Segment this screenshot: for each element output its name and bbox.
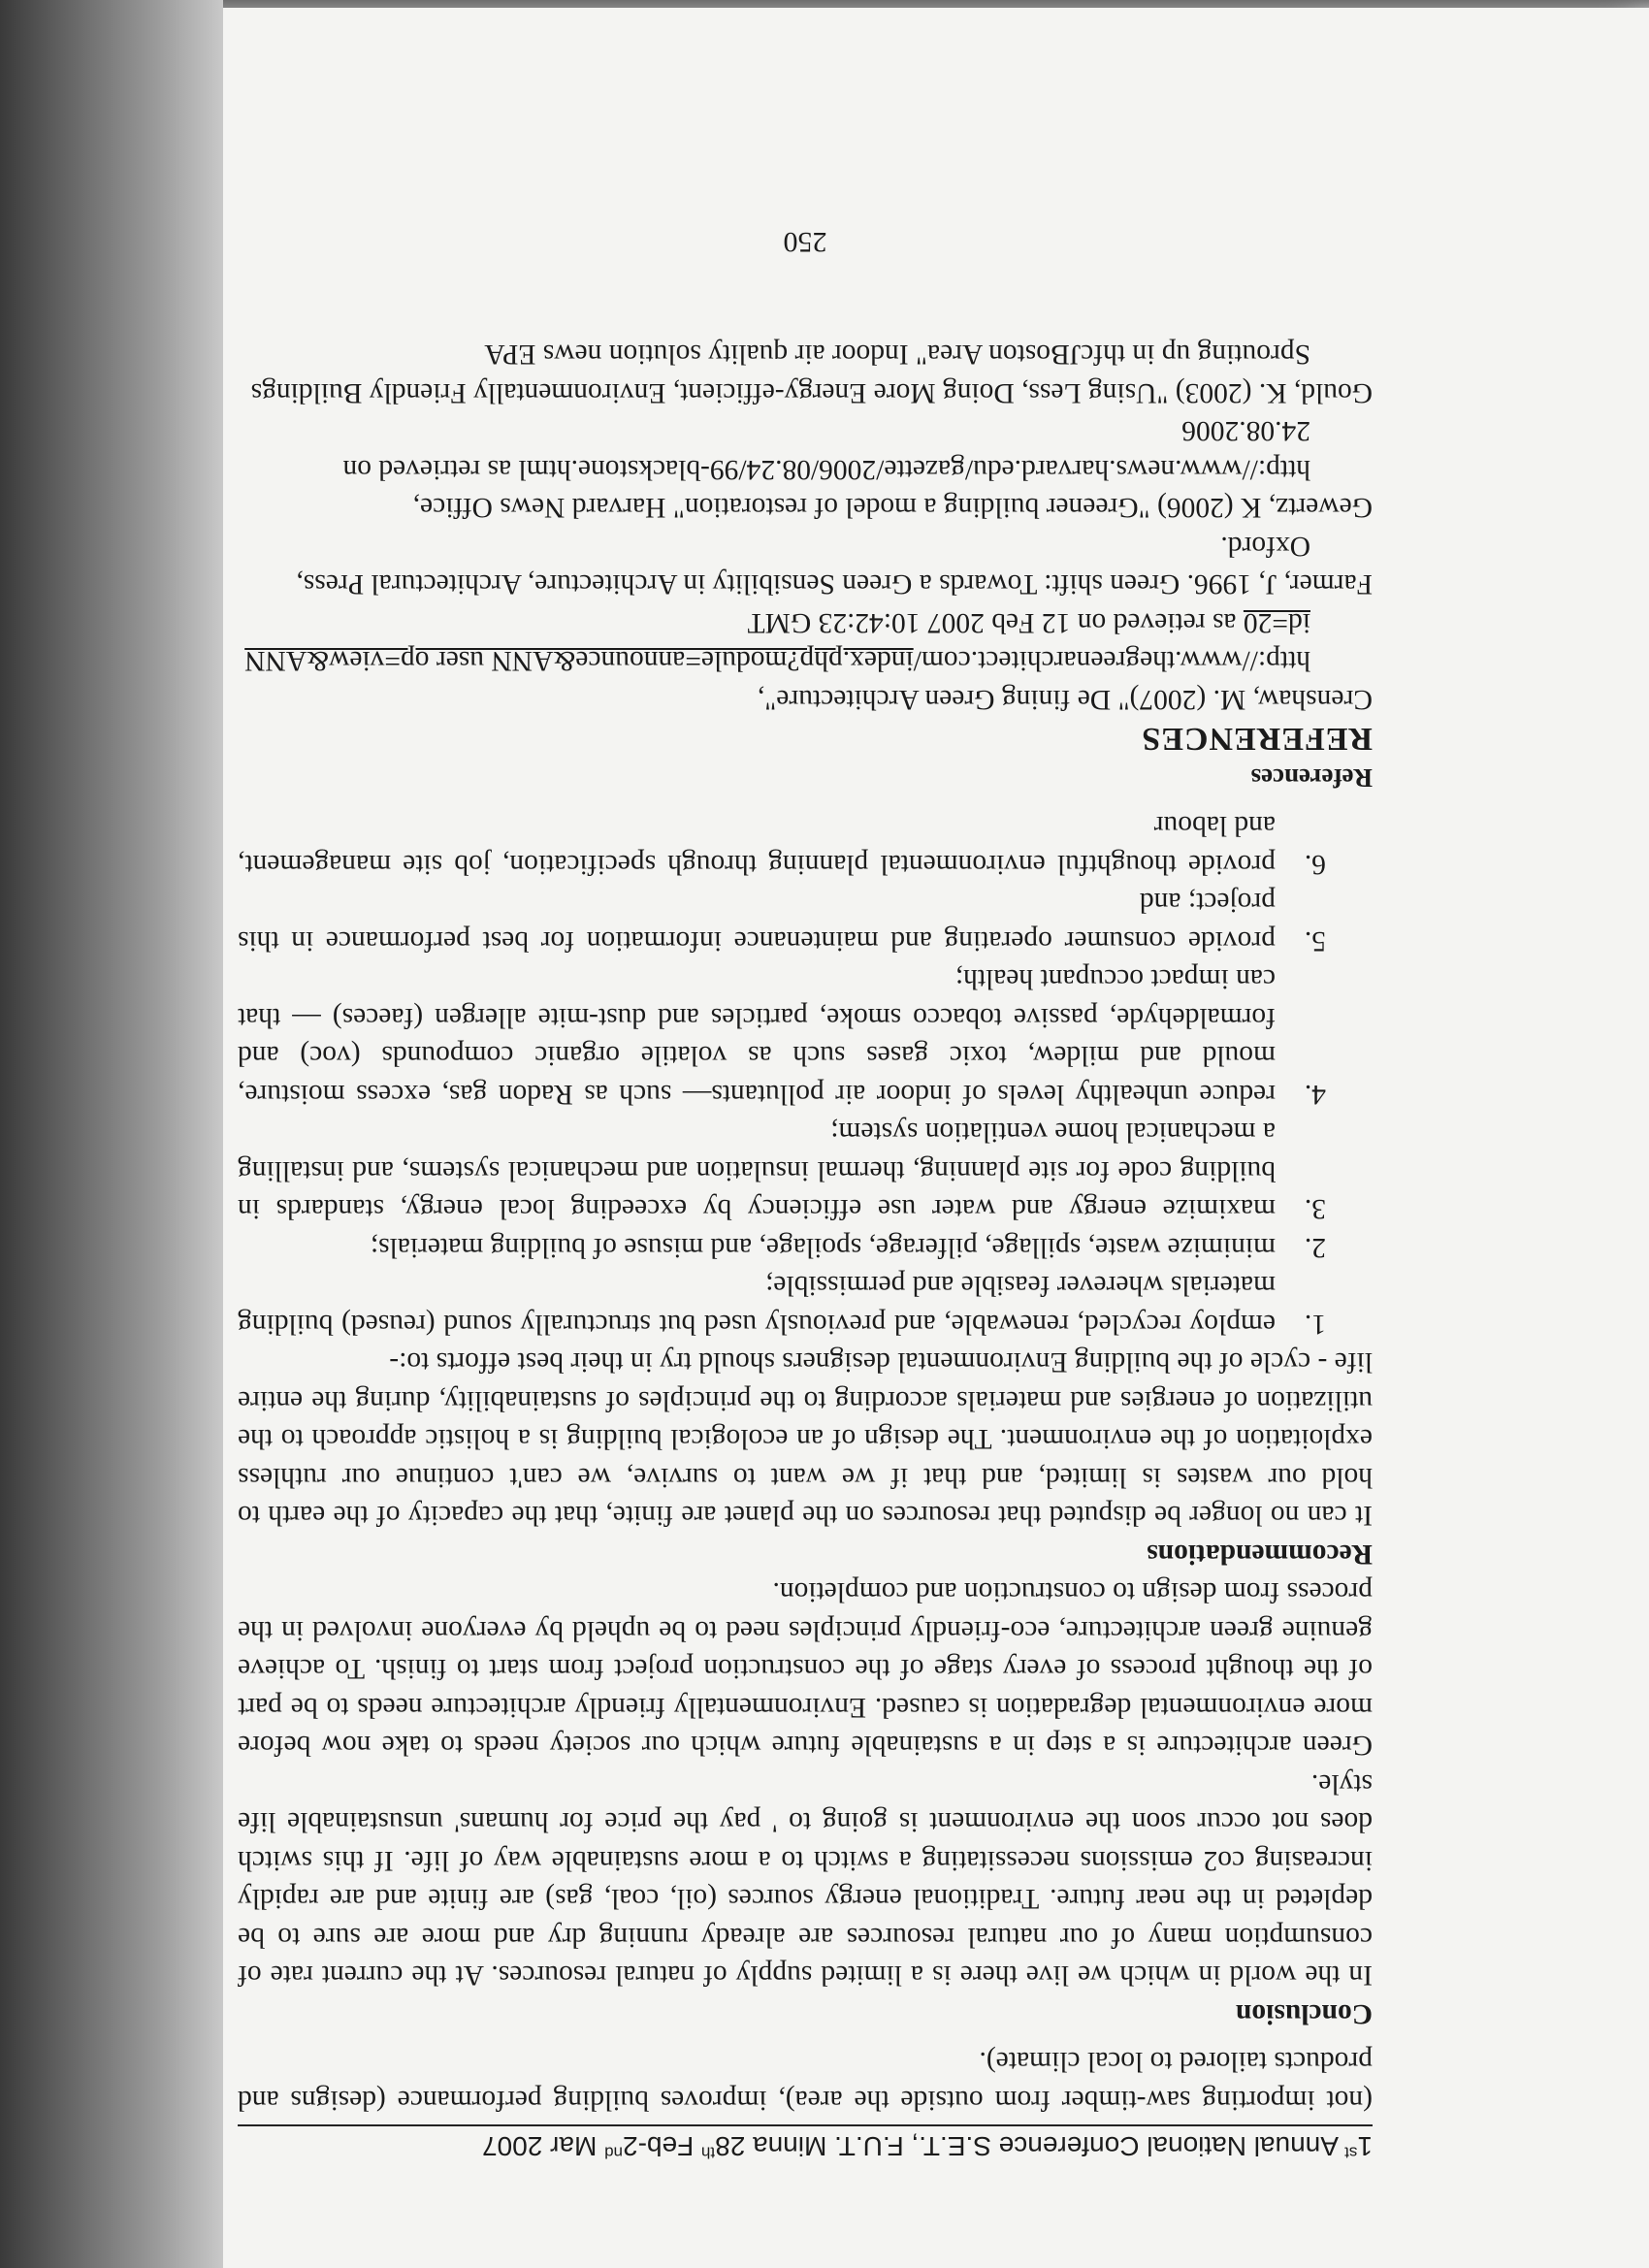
conclusion-paragraph-1: In the world in which we live there is a limited supply of natural resources. At the current rate of consumption many of our natural resources are already running dry and more are sure to be depleted in the near future. Traditional energy sources (oil, coal, gas) are finite and are rapidly increasing co2 emissions necessitating a switch to a more sustainable way of life. If this switch does not occur soon the environment is going to ' pay the price for humans' unsustainable life style. <box>238 1768 1373 1992</box>
page-number: 250 <box>783 226 827 258</box>
list-item <box>238 1113 1373 1228</box>
recommendations-paragraph: It can no longer be disputed that resources on the planet are finite, that the capacity of the earth to hold our wastes is limited, and that if we want to survive, we can't continue our ruthless exploitation of the environment. The design of an ecological building is a holistic approach to the utilization of energies and materials according to the principles of sustainability, during the entire life - cycle of the building Environmental designers should try in their best efforts to:- <box>238 1346 1373 1532</box>
list-item-text: employ recycled, renewable, and previously used but structurally sound (reused) building materials wherever feasible and permissible; <box>238 1270 1276 1340</box>
header-day-suffix-1: th <box>700 2143 716 2162</box>
reference-crenshaw-link: index.php?module=announce&ANN user op=view&ANN id=20 <box>244 607 1310 677</box>
list-item <box>238 959 1373 1113</box>
list-item <box>238 883 1373 959</box>
reference-farmer: Farmer, J, 1996. Green shift: Towards a Green Sensibility in Architecture, Architectural Press, Oxford. <box>296 531 1373 600</box>
reference-crenshaw-tail: as retieved on 12 Feb 2007 10:42:23 GMT <box>747 607 1244 638</box>
list-item <box>238 1228 1373 1267</box>
header-ordinal-suffix: st <box>1344 2143 1358 2162</box>
recommendations-heading: Recommendations <box>1147 1539 1373 1570</box>
header-text-1: Annual National Conference S.E.T., F.U.T. Minna 28 <box>715 2131 1345 2161</box>
reference-gould: Gould, K. (2003) "Using Less, Doing More Energy-efficient, Environmentally Friendly Buildings Sprouting up in thfcJBoston Area" Indoor air quality solution news EPA <box>250 339 1373 408</box>
references-heading-large: REFERENCES <box>1141 721 1373 758</box>
list-item-number: 4. <box>1304 1079 1326 1110</box>
list-item-number: 1. <box>1304 1309 1326 1340</box>
reference-crenshaw-main: Crenshaw, M. (2007)" De fining Green Architecture", http://www.thegreenarchitect.com/ <box>757 645 1373 715</box>
list-item-text: maximize energy and water use efficiency by exceeding local energy, standards in building code for site planning, thermal insulation and mechanical systems, and installing a mechanical home ventilation system; <box>238 1117 1276 1225</box>
header-ordinal: 1 <box>1357 2131 1373 2161</box>
list-item-number: 3. <box>1304 1193 1326 1225</box>
reference-gewertz: Gewertz, K (2006) "Greener building a model of restoration" Harvard News Office, http://www.news.harvard.edu/gazette/2006/08.24/99-blackstone.html as retrieved on 24.08.2006 <box>342 415 1373 524</box>
conclusion-heading: Conclusion <box>1236 1998 1373 2029</box>
intro-paragraph: (not importing saw-timber from outside the area), improves building performance (designs and products tailored to local climate). <box>238 2046 1373 2116</box>
list-item <box>238 1266 1373 1343</box>
list-item <box>238 806 1373 883</box>
list-item-number: 5. <box>1304 925 1326 956</box>
references-heading-small: References <box>1250 763 1373 793</box>
conclusion-paragraph-2: Green architecture is a step in a sustainable future which our society needs to take now before more environmental degradation is caused. Environmentally friendly architecture needs to be part of the thought process of every stage of the construction project from start to finish. To achieve genuine green architecture, eco-friendly principles need to be upheld by everyone involved in the process from design to construction and completion. <box>238 1576 1373 1762</box>
list-item-number: 2. <box>1304 1232 1326 1263</box>
list-item-text: reduce unhealthy levels of indoor air pollutants— such as Radon gas, excess moisture, mould and mildew, toxic gases such as volatile organic compounds (voc) and formaldehyde, passive tobacco smoke, particles and dust-mite allergen (faeces) — that can impact occupant health; <box>238 963 1276 1110</box>
list-item-text: provide consumer operating and maintenance information for best performance in this project; and <box>238 887 1276 956</box>
list-item-text: minimize waste, spillage, pilferage, spoilage, and misuse of building materials; <box>370 1232 1276 1263</box>
recommendations-list <box>238 806 1373 1343</box>
running-header <box>238 2124 1373 2163</box>
header-text-3: Mar 2007 <box>482 2131 605 2161</box>
document-page-upside-down <box>209 87 1402 2163</box>
header-day-suffix-2: nd <box>604 2143 624 2162</box>
list-item-text: provide thoughtful environmental planning through specification, job site management, and labour <box>238 810 1276 880</box>
book-binding-edge <box>0 0 223 2268</box>
list-item-number: 6. <box>1304 849 1326 880</box>
reference-crenshaw <box>238 603 1373 719</box>
header-text-2: Feb-2 <box>623 2131 701 2161</box>
